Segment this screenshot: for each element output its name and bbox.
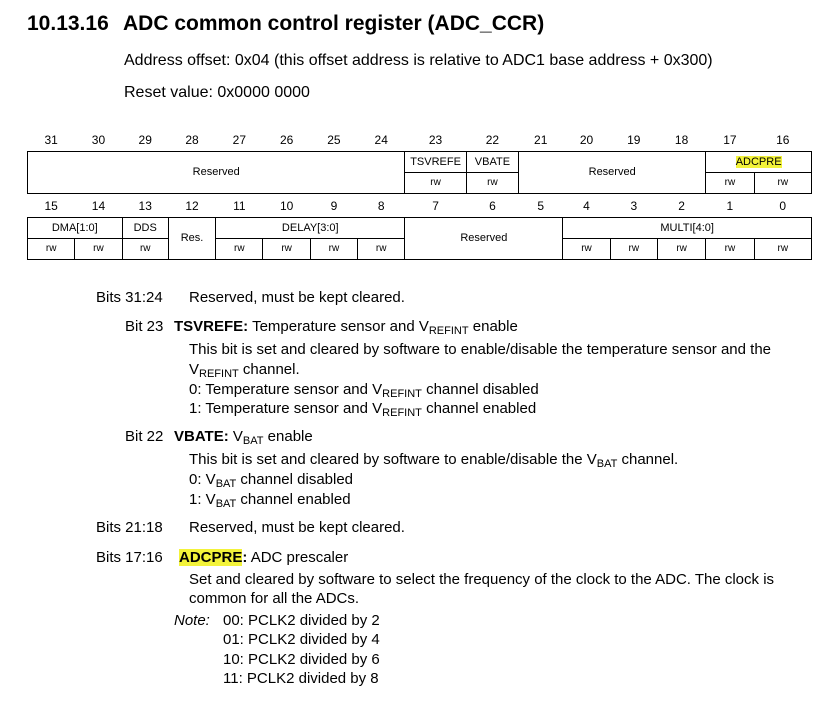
bit-number: 21 [534,132,548,147]
bit-number: 7 [432,198,439,213]
bits-31-24-text: Reserved, must be kept cleared. [189,289,405,306]
bit-number: 30 [91,132,106,147]
prescaler-option: 10: PCLK2 divided by 6 [223,651,380,668]
bit-number: 6 [489,198,496,213]
section-title: ADC common control register (ADC_CCR) [123,12,545,35]
field-multi: MULTI[4:0] [563,217,812,238]
bit-23-option-1: 1: Temperature sensor and $V_{REFINT}$ channel enabled [189,400,537,419]
bit-22-option-0: 0: $V_{BAT}$ channel disabled [189,471,354,490]
bit-number: 23 [428,132,443,147]
field-res: Res. [168,217,215,259]
access-rw: rw [310,238,357,259]
field-dds: DDS [122,217,168,238]
field-adcpre [706,151,812,172]
adcpre-name-highlight: ADCPRE [179,549,243,566]
bit-number: 5 [537,198,545,213]
bit-22-desc-line1: This bit is set and cleared by software to enable/disable the $V_{BAT}$ channel. [189,451,679,470]
bits-17-16-label: Bits 17:16 [96,549,163,566]
bit-number: 25 [327,132,341,147]
bit-number: 15 [44,198,58,213]
bit-number: 3 [630,198,638,213]
field-reserved: Reserved [519,151,706,193]
access-rw: rw [610,238,657,259]
register-lower-table [27,195,812,260]
access-rw: rw [754,172,811,193]
bit-22-option-1: 1: $V_{BAT}$ channel enabled [189,491,351,510]
access-rw: rw [466,172,518,193]
bit-number: 29 [138,132,152,147]
note-label: Note: [174,612,210,629]
field-tsvrefe: TSVREFE [405,151,466,172]
bit-number: 17 [723,132,737,147]
bit-number: 11 [233,198,246,213]
bit-number: 1 [726,198,734,213]
bits-17-16-title: ADCPRE: ADC prescaler [179,549,349,566]
bit-number: 31 [44,132,58,147]
access-rw: rw [75,238,122,259]
field-reserved: Reserved [405,217,563,259]
bit-number: 13 [138,198,152,213]
access-rw: rw [405,172,466,193]
bit-number: 20 [579,132,594,147]
bit-number-row [28,129,812,151]
register-upper-table [27,129,812,194]
bit-22-label: Bit 22 [125,428,164,445]
bits-17-16-desc-line2: common for all the ADCs. [189,590,360,607]
prescaler-option: 01: PCLK2 divided by 4 [223,631,380,648]
bit-number: 12 [185,198,199,213]
access-rw: rw [706,172,754,193]
section-number: 10.13.16 [27,12,109,35]
bit-23-option-0: 0: Temperature sensor and $V_{REFINT}$ channel disabled [189,381,539,400]
bit-23-desc-line1: This bit is set and cleared by software to enable/disable the temperature sensor and the [189,341,772,358]
access-rw: rw [657,238,705,259]
field-reserved: Reserved [28,151,405,193]
bit-number: 2 [678,198,685,213]
bit-23-label: Bit 23 [125,318,164,335]
bit-23-title: TSVREFE: Temperature sensor and $V_{REFINT}$ enable [174,318,518,337]
bit-number-row [28,195,812,217]
adcpre-highlight: ADCPRE [735,155,782,168]
access-rw: rw [754,238,811,259]
address-offset: Address offset: 0x04 (this offset address is relative to ADC1 base address + 0x300) [124,52,713,69]
prescaler-option: 00: PCLK2 divided by 2 [223,612,380,629]
bits-31-24-label: Bits 31:24 [96,289,163,306]
bit-number: 28 [185,132,199,147]
bit-number: 26 [279,132,294,147]
access-rw: rw [263,238,310,259]
bit-23-desc-line2: $V_{REFINT}$ channel. [189,361,300,380]
bit-number: 18 [674,132,689,147]
bits-17-16-desc-line1: Set and cleared by software to select the frequency of the clock to the ADC. The clock is [189,571,775,588]
bit-22-title: VBATE: $V_{BAT}$ enable [174,428,313,447]
section-heading [27,12,544,36]
bit-number: 10 [279,198,294,213]
bit-22-name: VBATE: [174,428,229,445]
bit-number: 16 [776,132,790,147]
access-rw: rw [216,238,263,259]
access-rw: rw [358,238,405,259]
bit-number: 22 [485,132,500,147]
bit-23-name: TSVREFE: [174,318,249,335]
prescaler-option: 11: PCLK2 divided by 8 [223,670,379,687]
bits-21-18-text: Reserved, must be kept cleared. [189,519,405,536]
field-vbate: VBATE [466,151,518,172]
field-delay: DELAY[3:0] [216,217,405,238]
bit-number: 24 [374,132,388,147]
field-dma: DMA[1:0] [28,217,123,238]
bits-21-18-label: Bits 21:18 [96,519,163,536]
reset-value: Reset value: 0x0000 0000 [124,84,310,101]
bit-number: 9 [330,198,338,213]
access-rw: rw [563,238,610,259]
bit-number: 0 [779,198,787,213]
bit-number: 27 [232,132,246,147]
access-rw: rw [122,238,168,259]
bit-number: 8 [377,198,385,213]
bit-number: 14 [91,198,106,213]
bit-number: 4 [583,198,590,213]
bit-number: 19 [627,132,641,147]
access-rw: rw [28,238,75,259]
access-rw: rw [706,238,754,259]
